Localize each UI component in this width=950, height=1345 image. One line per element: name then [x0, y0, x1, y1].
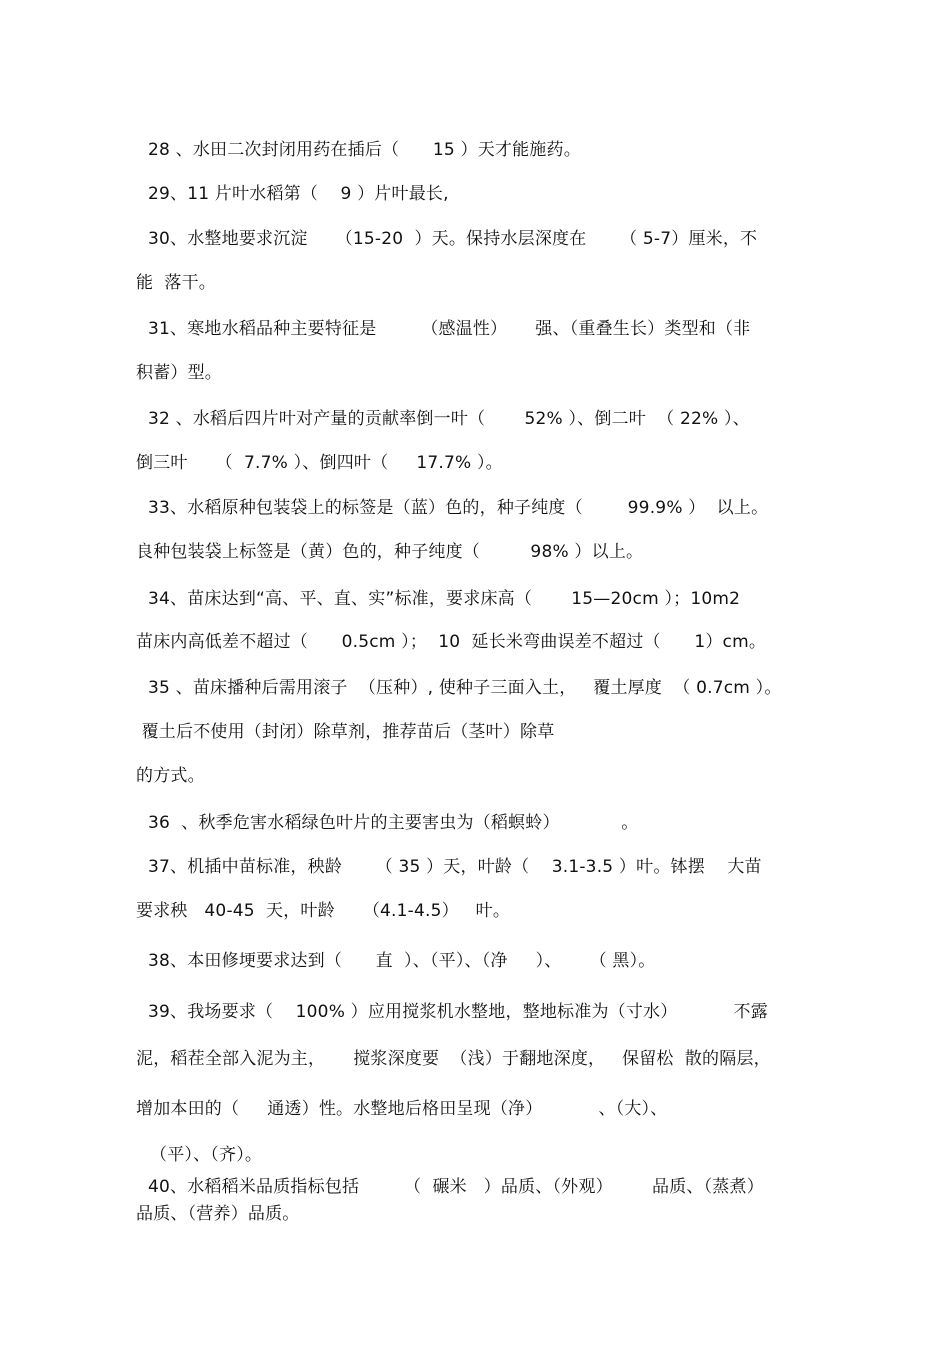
question-32-line-2: 倒三叶 （ 7.7% ）、倒四叶（ 17.7% ）。 — [136, 453, 503, 473]
question-40-line-2: 品质、（营养）品质。 — [136, 1204, 300, 1224]
question-30-line-2: 能 落干。 — [136, 273, 217, 293]
question-36: 36 、秋季危害水稻绿色叶片的主要害虫为（稻螟蛉） 。 — [148, 813, 639, 833]
question-34-line-2: 苗床内高低差不超过（ 0.5cm ）； 10 延长米弯曲误差不超过（ 1）cm。 — [136, 632, 767, 652]
question-38: 38、本田修埂要求达到（ 直 ）、（平）、（净 ）、 （ 黑）。 — [148, 951, 656, 971]
question-33-line-1: 33、水稻原种包装袋上的标签是（蓝）色的，种子纯度（ 99.9% ） 以上。 — [148, 498, 769, 518]
question-35-line-2: 覆土后不使用（封闭）除草剂，推荐苗后（茎叶）除草 — [136, 722, 555, 742]
question-39-line-3: 增加本田的（ 通透）性。水整地后格田呈现（净） 、（大）、 — [136, 1099, 668, 1119]
question-37-line-1: 37、机插中苗标准，秧龄 （ 35 ）天，叶龄（ 3.1-3.5 ）叶。钵摆 大苗 — [148, 857, 762, 877]
question-39-line-1: 39、我场要求（ 100% ）应用搅浆机水整地，整地标准为（寸水） 不露 — [148, 1002, 768, 1022]
question-35-line-3: 的方式。 — [136, 766, 205, 786]
question-29: 29、11 片叶水稻第（ 9 ）片叶最长, — [148, 184, 449, 204]
question-39-line-2: 泥，稻茬全部入泥为主， 搅浆深度要 （浅）于翻地深度， 保留松 散的隔层， — [136, 1049, 771, 1069]
question-33-line-2: 良种包装袋上标签是（黄）色的，种子纯度（ 98% ）以上。 — [136, 542, 644, 562]
question-39-line-4: （平）、（齐）。 — [150, 1145, 263, 1165]
question-34-line-1: 34、苗床达到“高、平、直、实”标准，要求床高（ 15—20cm ）；10m2 — [148, 589, 741, 609]
question-37-line-2: 要求秧 40-45 天，叶龄 （4.1-4.5） 叶。 — [136, 901, 511, 921]
question-35-line-1: 35 、苗床播种后需用滚子 （压种）, 使种子三面入土， 覆土厚度 （ 0.7cm ）。 — [148, 678, 782, 698]
question-32-line-1: 32 、水稻后四片叶对产量的贡献率倒一叶（ 52% ）、倒二叶 （ 22% ）、 — [148, 409, 750, 429]
question-31-line-1: 31、寒地水稻品种主要特征是 （感温性） 强、（重叠生长）类型和（非 — [148, 319, 751, 339]
question-30-line-1: 30、水整地要求沉淀 （15-20 ）天。保持水层深度在 （ 5-7）厘米，不 — [148, 229, 758, 249]
question-28: 28 、水田二次封闭用药在插后（ 15 ）天才能施药。 — [148, 140, 581, 160]
question-40-line-1: 40、水稻稻米品质指标包括 （ 碾米 ）品质、（外观） 品质、（蒸煮） — [148, 1177, 764, 1197]
question-31-line-2: 积蓄）型。 — [136, 363, 222, 383]
